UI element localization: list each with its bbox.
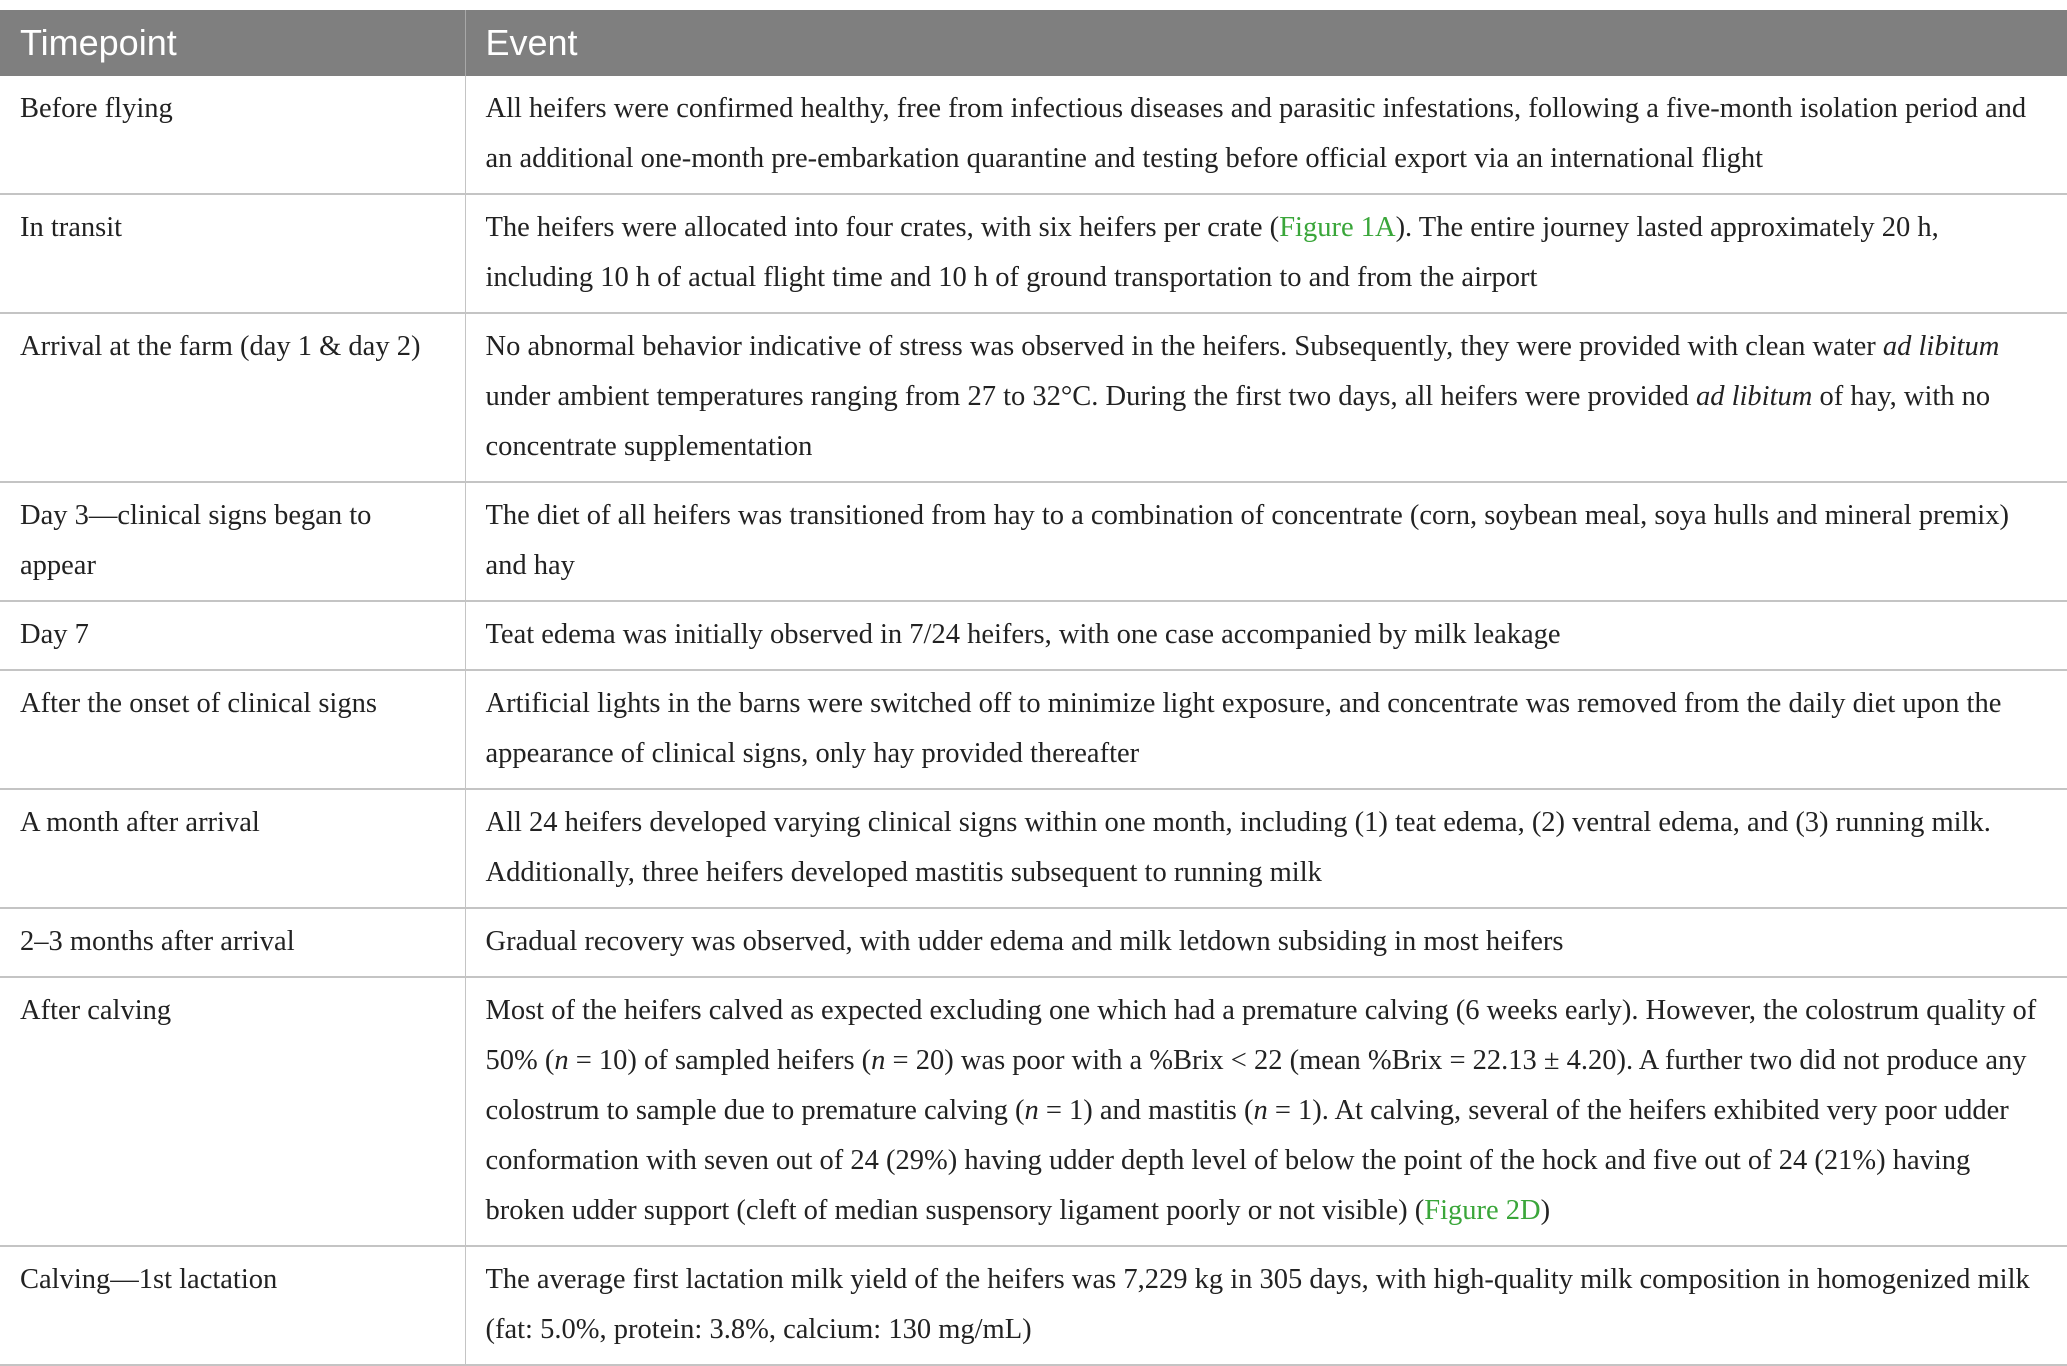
timepoint-cell: A month after arrival	[0, 789, 465, 908]
timepoint-cell: Before flying	[0, 76, 465, 194]
header-row	[0, 10, 2067, 76]
table-row	[0, 313, 2067, 482]
event-cell: The average first lactation milk yield of the heifers was 7,229 kg in 305 days, with high-quality milk composition in homogenized milk (fat: 5.0%, protein: 3.8%, calcium: 130 mg/mL)	[465, 1246, 2067, 1365]
timepoint-cell: Arrival at the farm (day 1 & day 2)	[0, 313, 465, 482]
figure-1a-link[interactable]: Figure 1A	[1279, 212, 1396, 243]
table-body	[0, 76, 2067, 1365]
table-row	[0, 789, 2067, 908]
table-row	[0, 977, 2067, 1246]
event-text: = 1) and mastitis (	[1038, 1095, 1254, 1126]
table-row	[0, 1246, 2067, 1365]
event-text: )	[1540, 1195, 1551, 1226]
italic-n: n	[871, 1045, 886, 1076]
event-cell	[465, 313, 2067, 482]
table-row	[0, 670, 2067, 789]
event-text: No abnormal behavior indicative of stress was observed in the heifers. Subsequently, they were provided with clean water	[485, 331, 1883, 362]
event-cell: Gradual recovery was observed, with udder edema and milk letdown subsiding in most heifers	[465, 908, 2067, 977]
timepoint-cell: Day 3—clinical signs began to appear	[0, 482, 465, 601]
event-text: = 10) of sampled heifers (	[568, 1045, 872, 1076]
italic-n: n	[554, 1045, 569, 1076]
event-text: Most of the heifers calved as expected excluding one which had a premature calving (6 weeks early). However, the colostrum quality of 50% (	[485, 995, 2037, 1076]
event-text: = 1). At calving, several of the heifers exhibited very poor udder conformation with seven out of 24 (29%) having udder depth level of below the point of the hock and five out of 24 (21%) having broken udder support (cleft of median suspensory ligament poorly or not visible) (	[485, 1095, 2009, 1226]
timepoint-cell: 2–3 months after arrival	[0, 908, 465, 977]
event-cell	[465, 977, 2067, 1246]
event-cell: All heifers were confirmed healthy, free from infectious diseases and parasitic infestations, following a five-month isolation period and an additional one-month pre-embarkation quarantine and testing before official export via an international flight	[465, 76, 2067, 194]
table-row	[0, 194, 2067, 313]
table-row	[0, 601, 2067, 670]
event-text: = 20) was poor with a %Brix < 22 (mean %Brix = 22.13 ± 4.20). A further two did not produce any colostrum to sample due to premature calving (	[485, 1045, 2027, 1126]
timepoint-cell: Calving—1st lactation	[0, 1246, 465, 1365]
timepoint-cell: In transit	[0, 194, 465, 313]
italic-n: n	[1024, 1095, 1039, 1126]
event-text: of hay, with no concentrate supplementation	[485, 381, 1991, 462]
table-row	[0, 482, 2067, 601]
header-timepoint: Timepoint	[0, 10, 465, 76]
italic-term: ad libitum	[1882, 331, 2000, 362]
timepoint-cell: Day 7	[0, 601, 465, 670]
event-cell: All 24 heifers developed varying clinical signs within one month, including (1) teat edema, (2) ventral edema, and (3) running milk. Additionally, three heifers developed mastitis subsequent to running milk	[465, 789, 2067, 908]
event-cell	[465, 194, 2067, 313]
italic-n: n	[1253, 1095, 1268, 1126]
event-cell: Artificial lights in the barns were switched off to minimize light exposure, and concentrate was removed from the daily diet upon the appearance of clinical signs, only hay provided thereafter	[465, 670, 2067, 789]
timeline-table	[0, 10, 2067, 1366]
event-text: The heifers were allocated into four crates, with six heifers per crate (	[485, 212, 1280, 243]
timepoint-cell: After the onset of clinical signs	[0, 670, 465, 789]
figure-2d-link[interactable]: Figure 2D	[1424, 1195, 1541, 1226]
event-text: under ambient temperatures ranging from 27 to 32°C. During the first two days, all heifers were provided	[485, 381, 1696, 412]
table-row	[0, 908, 2067, 977]
event-cell: The diet of all heifers was transitioned from hay to a combination of concentrate (corn, soybean meal, soya hulls and mineral premix) and hay	[465, 482, 2067, 601]
table-row	[0, 76, 2067, 194]
event-cell: Teat edema was initially observed in 7/24 heifers, with one case accompanied by milk leakage	[465, 601, 2067, 670]
header-event: Event	[465, 10, 2067, 76]
table-header	[0, 10, 2067, 76]
italic-term: ad libitum	[1695, 381, 1813, 412]
event-text: ). The entire journey lasted approximately 20 h, including 10 h of actual flight time and 10 h of ground transportation to and from the airport	[485, 212, 1939, 293]
timepoint-cell: After calving	[0, 977, 465, 1246]
